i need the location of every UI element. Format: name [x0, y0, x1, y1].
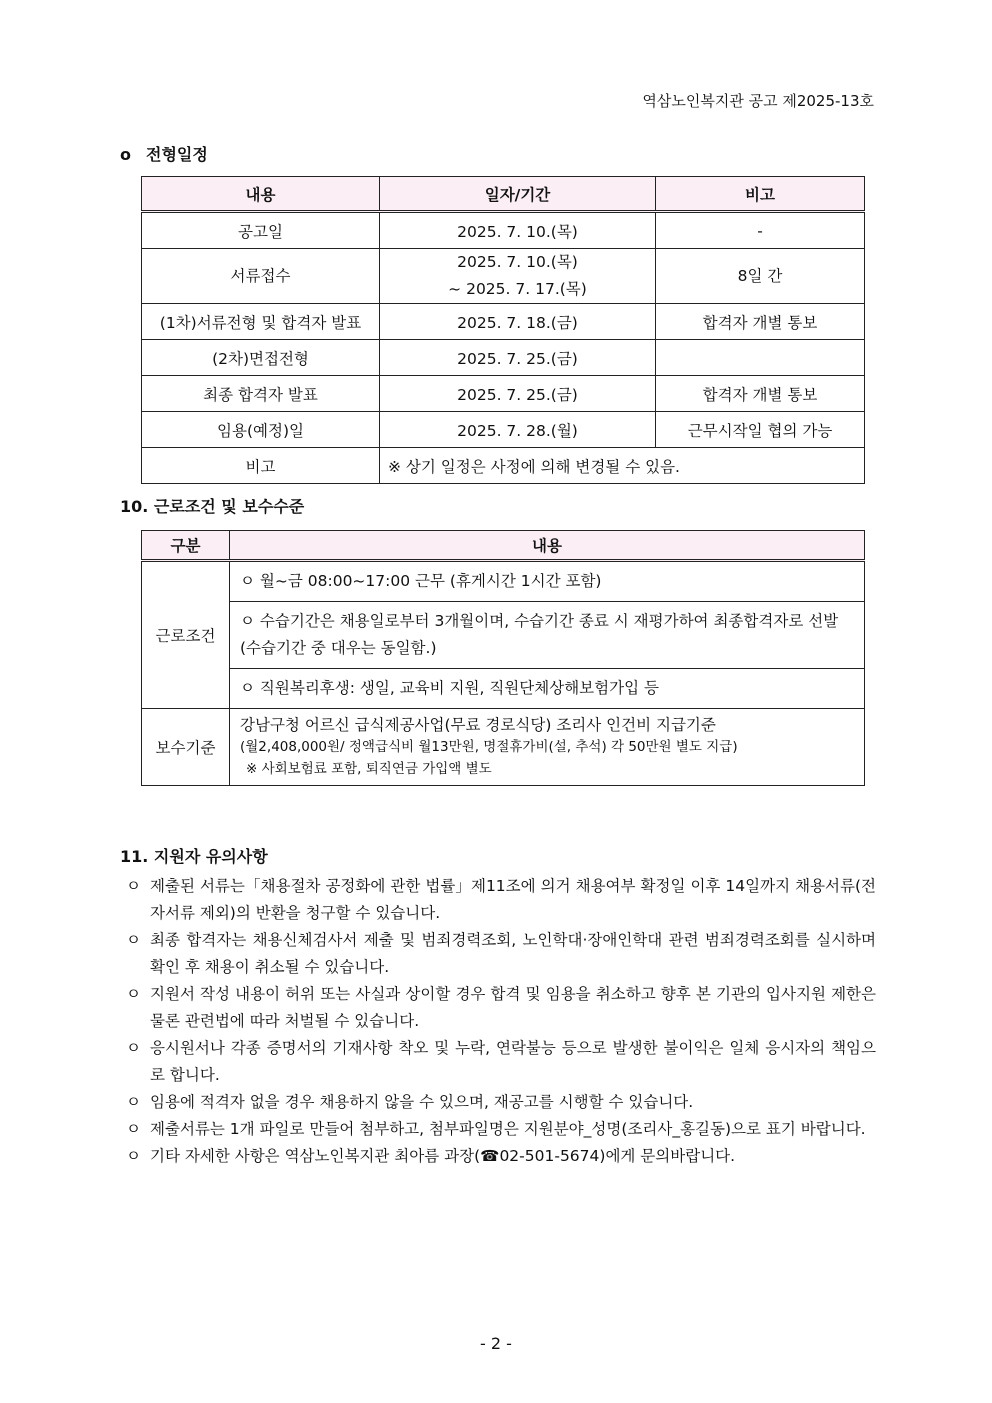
table-row — [142, 669, 865, 709]
col-header-date: 일자/기간 — [380, 177, 656, 212]
cell-item: 최종 합격자 발표 — [142, 376, 380, 412]
note-text: 제출서류는 1개 파일로 만들어 첨부하고, 첨부파일명은 지원분야_성명(조리사_홍길동)으로 표기 바랍니다. — [150, 1120, 866, 1138]
applicant-notes-list — [126, 873, 876, 1170]
note-label: 비고 — [142, 448, 380, 484]
table-row — [142, 561, 865, 602]
cell-item: 공고일 — [142, 212, 380, 249]
list-bullet: ㅇ — [126, 1039, 141, 1057]
cell-remark: - — [656, 212, 865, 249]
cell-remark: 근무시작일 협의 가능 — [656, 412, 865, 448]
cell-item: (1차)서류전형 및 합격자 발표 — [142, 304, 380, 340]
cell-date: 2025. 7. 10.(목) — [380, 212, 656, 249]
list-item — [126, 1143, 876, 1170]
cell-remark: 합격자 개별 통보 — [656, 304, 865, 340]
condition-hours: ㅇ 월~금 08:00~17:00 근무 (휴게시간 1시간 포함) — [230, 561, 865, 602]
list-bullet: ㅇ — [126, 1120, 141, 1138]
col-header-item: 내용 — [142, 177, 380, 212]
section11-title: 11. 지원자 유의사항 — [120, 847, 268, 866]
cell-date — [380, 249, 656, 304]
section10-title: 10. 근로조건 및 보수수준 — [120, 497, 305, 516]
pay-line-basis: 강남구청 어르신 급식제공사업(무료 경로식당) 조리사 인건비 지급기준 — [240, 716, 716, 734]
table-row — [142, 340, 865, 376]
schedule-heading — [120, 142, 208, 165]
cell-item: (2차)면접전형 — [142, 340, 380, 376]
table-header-row — [142, 531, 865, 561]
pay-line-amount: (월2,408,000원/ 정액급식비 월13만원, 명절휴가비(설, 추석) 각 50만원 별도 지급) — [240, 739, 738, 755]
list-bullet: ㅇ — [126, 931, 141, 949]
list-bullet: ㅇ — [126, 1093, 141, 1111]
list-item — [126, 1035, 876, 1089]
cell-remark — [656, 340, 865, 376]
cell-date: 2025. 7. 18.(금) — [380, 304, 656, 340]
cell-date: 2025. 7. 28.(월) — [380, 412, 656, 448]
col-header-content: 내용 — [230, 531, 865, 561]
table-row — [142, 249, 865, 304]
table-row-note — [142, 448, 865, 484]
table-header-row — [142, 177, 865, 212]
list-item — [126, 873, 876, 927]
note-text: 기타 자세한 사항은 역삼노인복지관 최아름 과장(☎02-501-5674)에게 문의바랍니다. — [150, 1147, 736, 1165]
col-header-category: 구분 — [142, 531, 230, 561]
list-item — [126, 981, 876, 1035]
schedule-table — [141, 176, 865, 484]
cell-date: 2025. 7. 25.(금) — [380, 340, 656, 376]
note-text: 임용에 적격자 없을 경우 채용하지 않을 수 있으며, 재공고를 시행할 수 있습니다. — [150, 1093, 694, 1111]
note-text: 지원서 작성 내용이 허위 또는 사실과 상이할 경우 합격 및 임용을 취소하고 향후 본 기관의 입사지원 제한은 물론 관련법에 따라 처벌될 수 있습니다. — [150, 985, 876, 1030]
list-item — [126, 1116, 876, 1143]
notice-number: 역삼노인복지관 공고 제2025-13호 — [642, 92, 874, 110]
heading-bullet: o — [120, 145, 131, 164]
date-end: ~ 2025. 7. 17.(목) — [448, 280, 587, 298]
note-text: ※ 상기 일정은 사정에 의해 변경될 수 있음. — [380, 448, 865, 484]
table-row — [142, 602, 865, 669]
list-item — [126, 927, 876, 981]
note-text: 최종 합격자는 채용신체검사서 제출 및 범죄경력조회, 노인학대·장애인학대 관련 범죄경력조회를 실시하며 확인 후 채용이 취소될 수 있습니다. — [150, 931, 876, 976]
cell-remark: 합격자 개별 통보 — [656, 376, 865, 412]
note-text: 제출된 서류는「채용절차 공정화에 관한 법률」제11조에 의거 채용여부 확정일 이후 14일까지 채용서류(전자서류 제외)의 반환을 청구할 수 있습니다. — [150, 877, 876, 922]
cell-item: 임용(예정)일 — [142, 412, 380, 448]
table-row — [142, 709, 865, 786]
page-number: - 2 - — [480, 1334, 512, 1353]
pay-content — [230, 709, 865, 786]
pay-line-insurance: ※ 사회보험료 포함, 퇴직연금 가입액 별도 — [246, 761, 492, 777]
cell-date: 2025. 7. 25.(금) — [380, 376, 656, 412]
list-bullet: ㅇ — [126, 985, 141, 1003]
pay-label: 보수기준 — [142, 709, 230, 786]
condition-probation: ㅇ 수습기간은 채용일로부터 3개월이며, 수습기간 종료 시 재평가하여 최종합격자로 선발 (수습기간 중 대우는 동일함.) — [230, 602, 865, 669]
cell-remark: 8일 간 — [656, 249, 865, 304]
schedule-title: 전형일정 — [146, 145, 208, 164]
condition-welfare: ㅇ 직원복리후생: 생일, 교육비 지원, 직원단체상해보험가입 등 — [230, 669, 865, 709]
table-row — [142, 376, 865, 412]
working-conditions-table — [141, 530, 865, 786]
col-header-remark: 비고 — [656, 177, 865, 212]
table-row — [142, 212, 865, 249]
conditions-label: 근로조건 — [142, 561, 230, 709]
list-bullet: ㅇ — [126, 1147, 141, 1165]
table-row — [142, 304, 865, 340]
note-text: 응시원서나 각종 증명서의 기재사항 착오 및 누락, 연락불능 등으로 발생한 불이익은 일체 응시자의 책임으로 합니다. — [150, 1039, 876, 1084]
date-start: 2025. 7. 10.(목) — [457, 253, 578, 271]
table-row — [142, 412, 865, 448]
list-bullet: ㅇ — [126, 877, 141, 895]
cell-item: 서류접수 — [142, 249, 380, 304]
list-item — [126, 1089, 876, 1116]
